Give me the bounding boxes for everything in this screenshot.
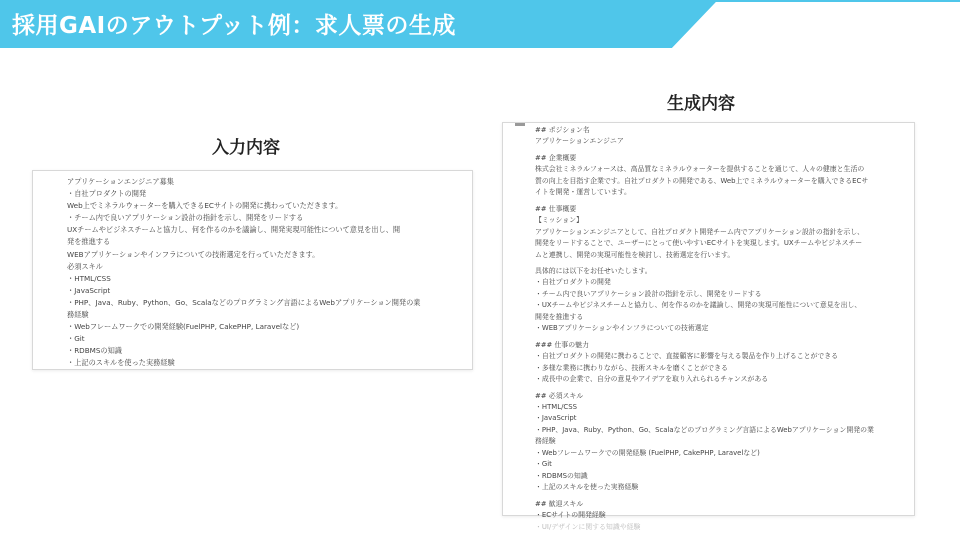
generated-text-line: ## 仕事概要 [535,204,577,213]
generated-text-line: ・WEBアプリケーションやインフラについての技術選定 [535,324,709,333]
generated-text-line: アプリケーションエンジニアとして、自社プロダクト開発チーム内でアプリケーション設計の指針を示し、 [535,227,865,236]
input-text-line: ・上記のスキルを使った実務経験 [67,358,175,368]
input-text-line: 発を推進する [67,237,111,247]
input-content-panel [32,170,473,370]
title-banner [0,0,960,48]
input-section-heading: 入力内容 [212,138,280,158]
generated-text-line: ・上記のスキルを使った実務経験 [535,483,639,492]
generated-text-line: ムと連携し、開発の実現可能性を検討し、技術選定を行います。 [535,250,735,259]
generated-text-block [535,125,907,533]
generated-text-line: 【ミッション】 [535,216,583,225]
panel-corner-mark [515,123,525,126]
input-text-line: ・Webフレームワークでの開発経験(FuelPHP, CakePHP, Laravelなど) [67,322,300,332]
generated-text-line: ## 必須スキル [535,391,584,400]
input-text-line: Web上でミネラルウォーターを購入できるECサイトの開発に携わっていただきます。 [67,201,343,211]
generated-text-line: ・UI/デザインに関する知識や経験 [535,522,641,531]
generated-text-line: 開発を推進する [535,312,584,321]
input-text-line: ・チーム内で良いアプリケーション設計の指針を示し、開発をリードする [67,213,304,223]
generated-text-line: ## ポジション名 [535,126,590,134]
input-text-line: ・RDBMSの知識 [67,346,122,356]
generated-text-line: 株式会社ミネラルフォースは、高品質なミネラルウォーターを提供することを通じて、人々の健康と生活の [535,165,865,174]
output-section-heading: 生成内容 [667,94,735,114]
generated-text-line: ### 仕事の魅力 [535,340,589,349]
generated-text-line: アプリケーションエンジニア [535,137,624,146]
input-text-block [67,176,467,370]
slide-title: 採用GAIのアウトプット例：求人票の生成 [12,13,456,39]
generated-text-line: イトを開発・運営しています。 [535,188,631,197]
generated-text-line: 務経験 [535,437,556,446]
input-text-line: ・JavaScript [67,285,111,295]
generated-text-line: ## 企業概要 [535,153,577,162]
generated-text-line: 質の向上を目指す企業です。自社プロダクトの開発である、Web上でミネラルウォーターを購入できるECサ [535,176,869,185]
input-text-line: 必須スキル [67,261,103,271]
input-text-line: ・PHP、Java、Ruby、Python、Go、Scalaなどのプログラミング言語によるWebアプリケーション開発の業 [67,297,421,307]
input-text-line: ・自社プロダクトの開発 [67,189,147,199]
generated-text-line: ・自社プロダクトの開発 [535,278,611,287]
input-text-line: ・HTML/CSS [67,273,111,283]
input-text-line: ・Git [67,334,85,344]
generated-text-line: ・Webフレームワークでの開発経験 (FuelPHP, CakePHP, Laravelなど) [535,448,760,457]
input-text-line: UXチームやビジネスチームと協力し、何を作るのかを議論し、開発実現可能性について意見を出し、開 [67,225,401,235]
generated-text-line: ・成長中の企業で、自分の意見やアイデアを取り入れられるチャンスがある [535,375,769,384]
generated-text-line: ・ECサイトの開発経験 [535,511,606,520]
generated-text-line: ・多様な業務に携わりながら、技術スキルを磨くことができる [535,363,728,372]
input-text-line: 務経験 [67,310,89,320]
generated-text-line: ・Git [535,460,552,469]
generated-text-line: ・自社プロダクトの開発に携わることで、直接顧客に影響を与える製品を作り上げることができる [535,352,839,361]
generated-text-line: ・RDBMSの知識 [535,471,588,480]
generated-text-line: ## 歓迎スキル [535,499,584,508]
generated-text-line: ・JavaScript [535,414,577,423]
generated-text-line: ・PHP、Java、Ruby、Python、Go、Scalaなどのプログラミング言語によるWebアプリケーション開発の業 [535,425,874,434]
generated-text-line: ・HTML/CSS [535,402,577,411]
input-text-line: WEBアプリケーションやインフラについての技術選定を行っていただきます。 [67,249,320,259]
generated-content-panel [502,122,915,531]
generated-text-line: ・UXチームやビジネスチームと協力し、何を作るのかを議論し、開発の実現可能性について意見を出し、 [535,301,862,310]
generated-text-line: 具体的には以下をお任せいたします。 [535,266,652,275]
generated-text-line: 開発をリードすることで、ユーザーにとって使いやすいECサイトを実現します。UXチームやビジネスチー [535,239,863,248]
generated-text-line: ・チーム内で良いアプリケーション設計の指針を示し、開発をリードする [535,289,762,298]
input-text-line: アプリケーションエンジニア募集 [67,177,174,186]
